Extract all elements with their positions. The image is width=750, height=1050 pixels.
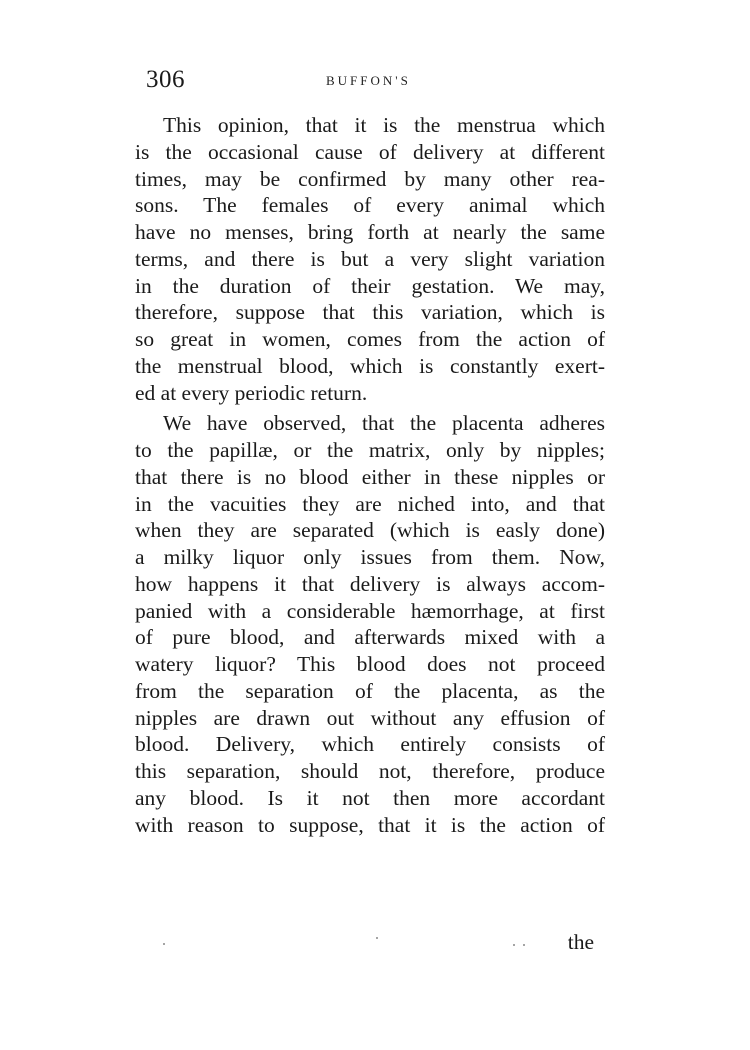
text-line: how happens it that delivery is always accom-: [135, 571, 605, 596]
text-line: times, may be confirmed by many other rea-: [135, 166, 605, 191]
text-line: This opinion, that it is the menstrua which: [163, 113, 605, 137]
text-line: ed at every periodic return.: [135, 380, 368, 405]
text-line: watery liquor? This blood does not proceed: [135, 652, 605, 676]
print-speck: [513, 944, 515, 946]
text-line: in the duration of their gestation. We may,: [135, 273, 605, 298]
body-text: [135, 112, 605, 838]
text-line: to the papillæ, or the matrix, only by nipples;: [135, 438, 605, 462]
text-line: is the occasional cause of delivery at different: [135, 139, 605, 164]
text-line: so great in women, comes from the action of: [135, 327, 605, 351]
print-speck: [523, 944, 525, 946]
text-line: a milky liquor only issues from them. Now,: [135, 545, 605, 569]
print-speck: [163, 943, 165, 945]
page-number: 306: [146, 66, 185, 93]
text-line: any blood. Is it not then more accordant: [135, 785, 605, 810]
text-line: this separation, should not, therefore, produce: [135, 759, 605, 783]
paragraph-2: [135, 410, 605, 838]
running-head: BUFFON'S: [326, 73, 411, 88]
catchword: the: [567, 930, 594, 954]
text-line: nipples are drawn out without any effusion of: [135, 705, 605, 730]
text-line: therefore, suppose that this variation, which is: [135, 300, 605, 325]
text-line: blood. Delivery, which entirely consists of: [135, 732, 605, 757]
text-line: with reason to suppose, that it is the action of: [135, 812, 605, 837]
text-line: in the vacuities they are niched into, and that: [135, 491, 605, 516]
text-line: sons. The females of every animal which: [135, 193, 605, 218]
text-line: from the separation of the placenta, as the: [135, 678, 605, 703]
text-line: when they are separated (which is easly done): [135, 518, 605, 543]
paragraph-1: [135, 112, 605, 406]
text-line: that there is no blood either in these nipples or: [135, 464, 605, 489]
text-line: We have observed, that the placenta adheres: [163, 411, 605, 436]
page-header: [146, 66, 606, 100]
text-line: terms, and there is but a very slight variation: [135, 246, 605, 271]
text-line: of pure blood, and afterwards mixed with a: [135, 625, 605, 650]
text-line: have no menses, bring forth at nearly the same: [135, 220, 605, 244]
print-speck: [376, 937, 378, 939]
text-line: panied with a considerable hæmorrhage, at first: [135, 598, 605, 623]
text-line: the menstrual blood, which is constantly exert-: [135, 353, 605, 378]
